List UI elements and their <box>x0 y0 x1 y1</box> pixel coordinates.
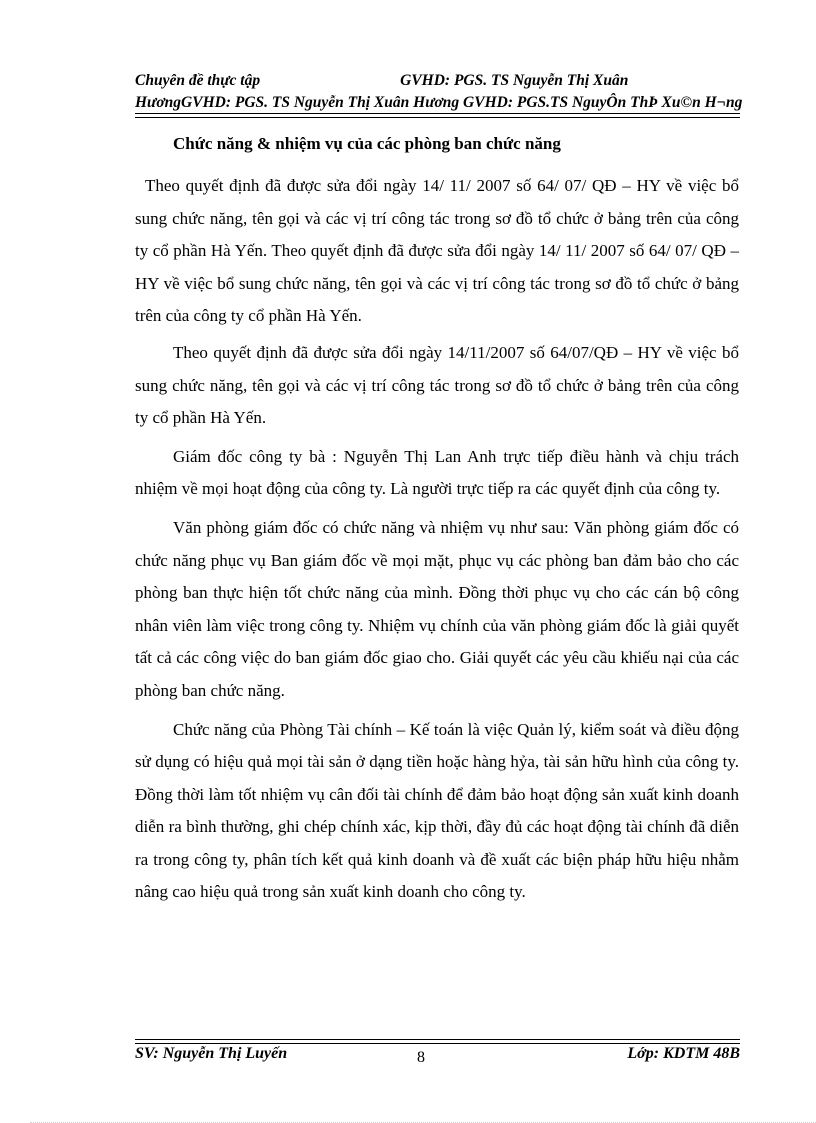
page-header <box>135 70 816 114</box>
footer-divider <box>135 1039 740 1044</box>
header-course-title: Chuyên đề thực tập <box>135 72 261 89</box>
page-body <box>135 132 739 913</box>
footer-class: Lớp: KDTM 48B <box>627 1045 740 1062</box>
header-line-2: HươngGVHD: PGS. TS Nguyễn Thị Xuân Hương GVHD: PGS.TS NguyÔn ThÞ Xu©n H¬ng <box>135 94 743 111</box>
header-divider <box>135 113 740 118</box>
paragraph-4: Văn phòng giám đốc có chức năng và nhiệm vụ như sau: Văn phòng giám đốc có chức năng phục vụ Ban giám đốc về mọi mặt, phục vụ các phòng ban đảm bảo cho các phòng ban thực hiện tốt chức năng của mình. Đồng thời phục vụ cho các cán bộ công nhân viên làm việc trong công ty. Nhiệm vụ chính của văn phòng giám đốc là giải quyết tất cả các công việc do ban giám đốc giao cho. Giải quyết các yêu cầu khiếu nại của các phòng ban chức năng. <box>135 517 739 700</box>
paragraph-1: Theo quyết định đã được sửa đổi ngày 14/ 11/ 2007 số 64/ 07/ QĐ – HY về việc bổ sung chức năng, tên gọi và các vị trí công tác trong sơ đồ tổ chức ở bảng trên của công ty cổ phần Hà Yến. Theo quyết định đã được sửa đổi ngày 14/ 11/ 2007 số 64/ 07/ QĐ – HY về việc bổ sung chức năng, tên gọi và các vị trí công tác trong sơ đồ tổ chức ở bảng trên của công ty cổ phần Hà Yến. <box>135 176 739 326</box>
header-line-1 <box>135 70 816 92</box>
paragraph-2: Theo quyết định đã được sửa đổi ngày 14/11/2007 số 64/07/QĐ – HY về việc bổ sung chức năng, tên gọi và các vị trí công tác trong sơ đồ tổ chức ở bảng trên của công ty cổ phần Hà Yến. <box>135 342 739 428</box>
paragraph-5: Chức năng của Phòng Tài chính – Kế toán là việc Quản lý, kiểm soát và điều động sử dụng có hiệu quả mọi tài sản ở dạng tiền hoặc hàng hỷa, tài sản hữu hình của công ty. Đồng thời làm tốt nhiệm vụ cân đối tài chính để đảm bảo hoạt động sản xuất kinh doanh diễn ra bình thường, ghi chép chính xác, kịp thời, đầy đủ các hoạt động tài chính đã diễn ra trong công ty, phân tích kết quả kinh doanh và đề xuất các biện pháp hữu hiệu nhằm nâng cao hiệu quả trong sản xuất kinh doanh cho công ty. <box>135 719 739 902</box>
footer-student-name: SV: Nguyễn Thị Luyến <box>135 1045 288 1062</box>
page-number: 8 <box>417 1049 425 1066</box>
section-heading: Chức năng & nhiệm vụ của các phòng ban chức năng <box>173 134 561 153</box>
paragraph-3: Giám đốc công ty bà : Nguyễn Thị Lan Anh trực tiếp điều hành và chịu trách nhiệm về mọi hoạt động của công ty. Là người trực tiếp ra các quyết định của công ty. <box>135 446 739 499</box>
page-footer <box>135 1045 740 1069</box>
header-advisor: GVHD: PGS. TS Nguyễn Thị Xuân <box>400 72 629 89</box>
